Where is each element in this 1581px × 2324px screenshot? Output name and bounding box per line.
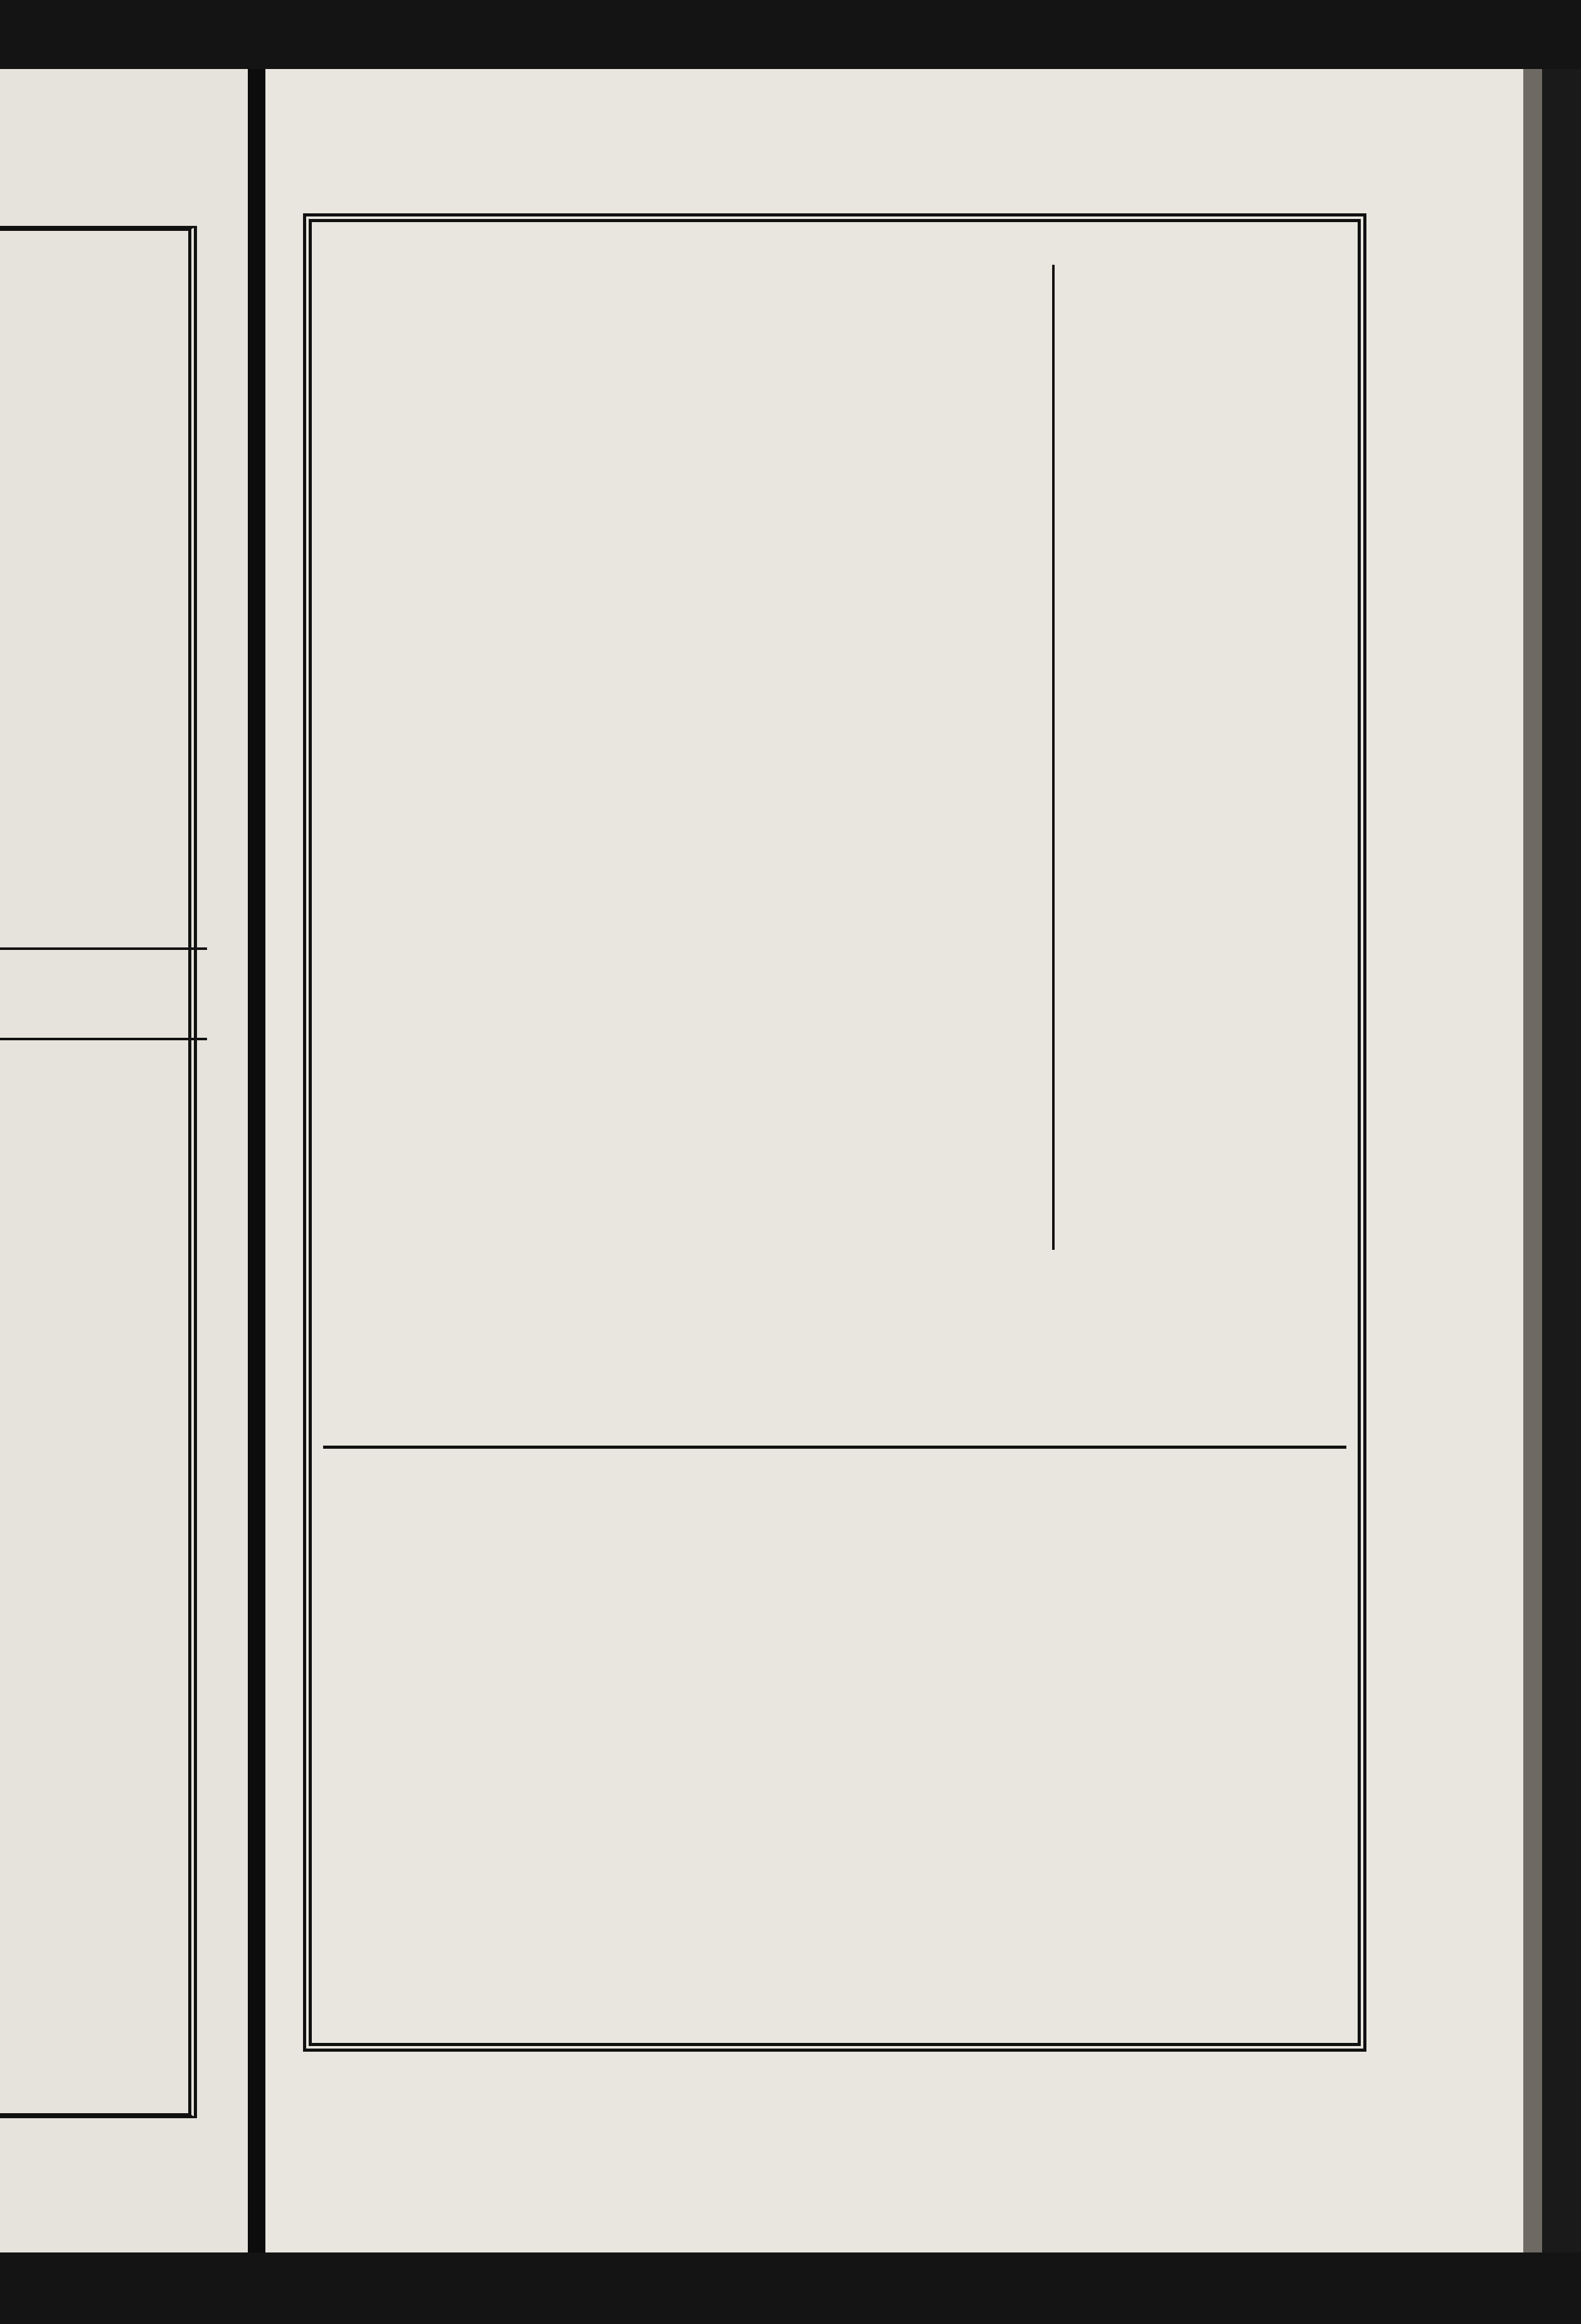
page xyxy=(265,69,1523,2252)
tide-table-header xyxy=(0,947,207,1040)
district-columns xyxy=(1052,265,1346,1250)
table-bottom-rule xyxy=(323,1446,1346,1449)
cartage-rates-frame xyxy=(303,213,1366,2052)
page-edge xyxy=(1523,69,1581,2252)
book-gutter xyxy=(248,69,265,2252)
previous-page-fragment xyxy=(0,69,248,2252)
previous-page-frame xyxy=(0,226,197,2118)
